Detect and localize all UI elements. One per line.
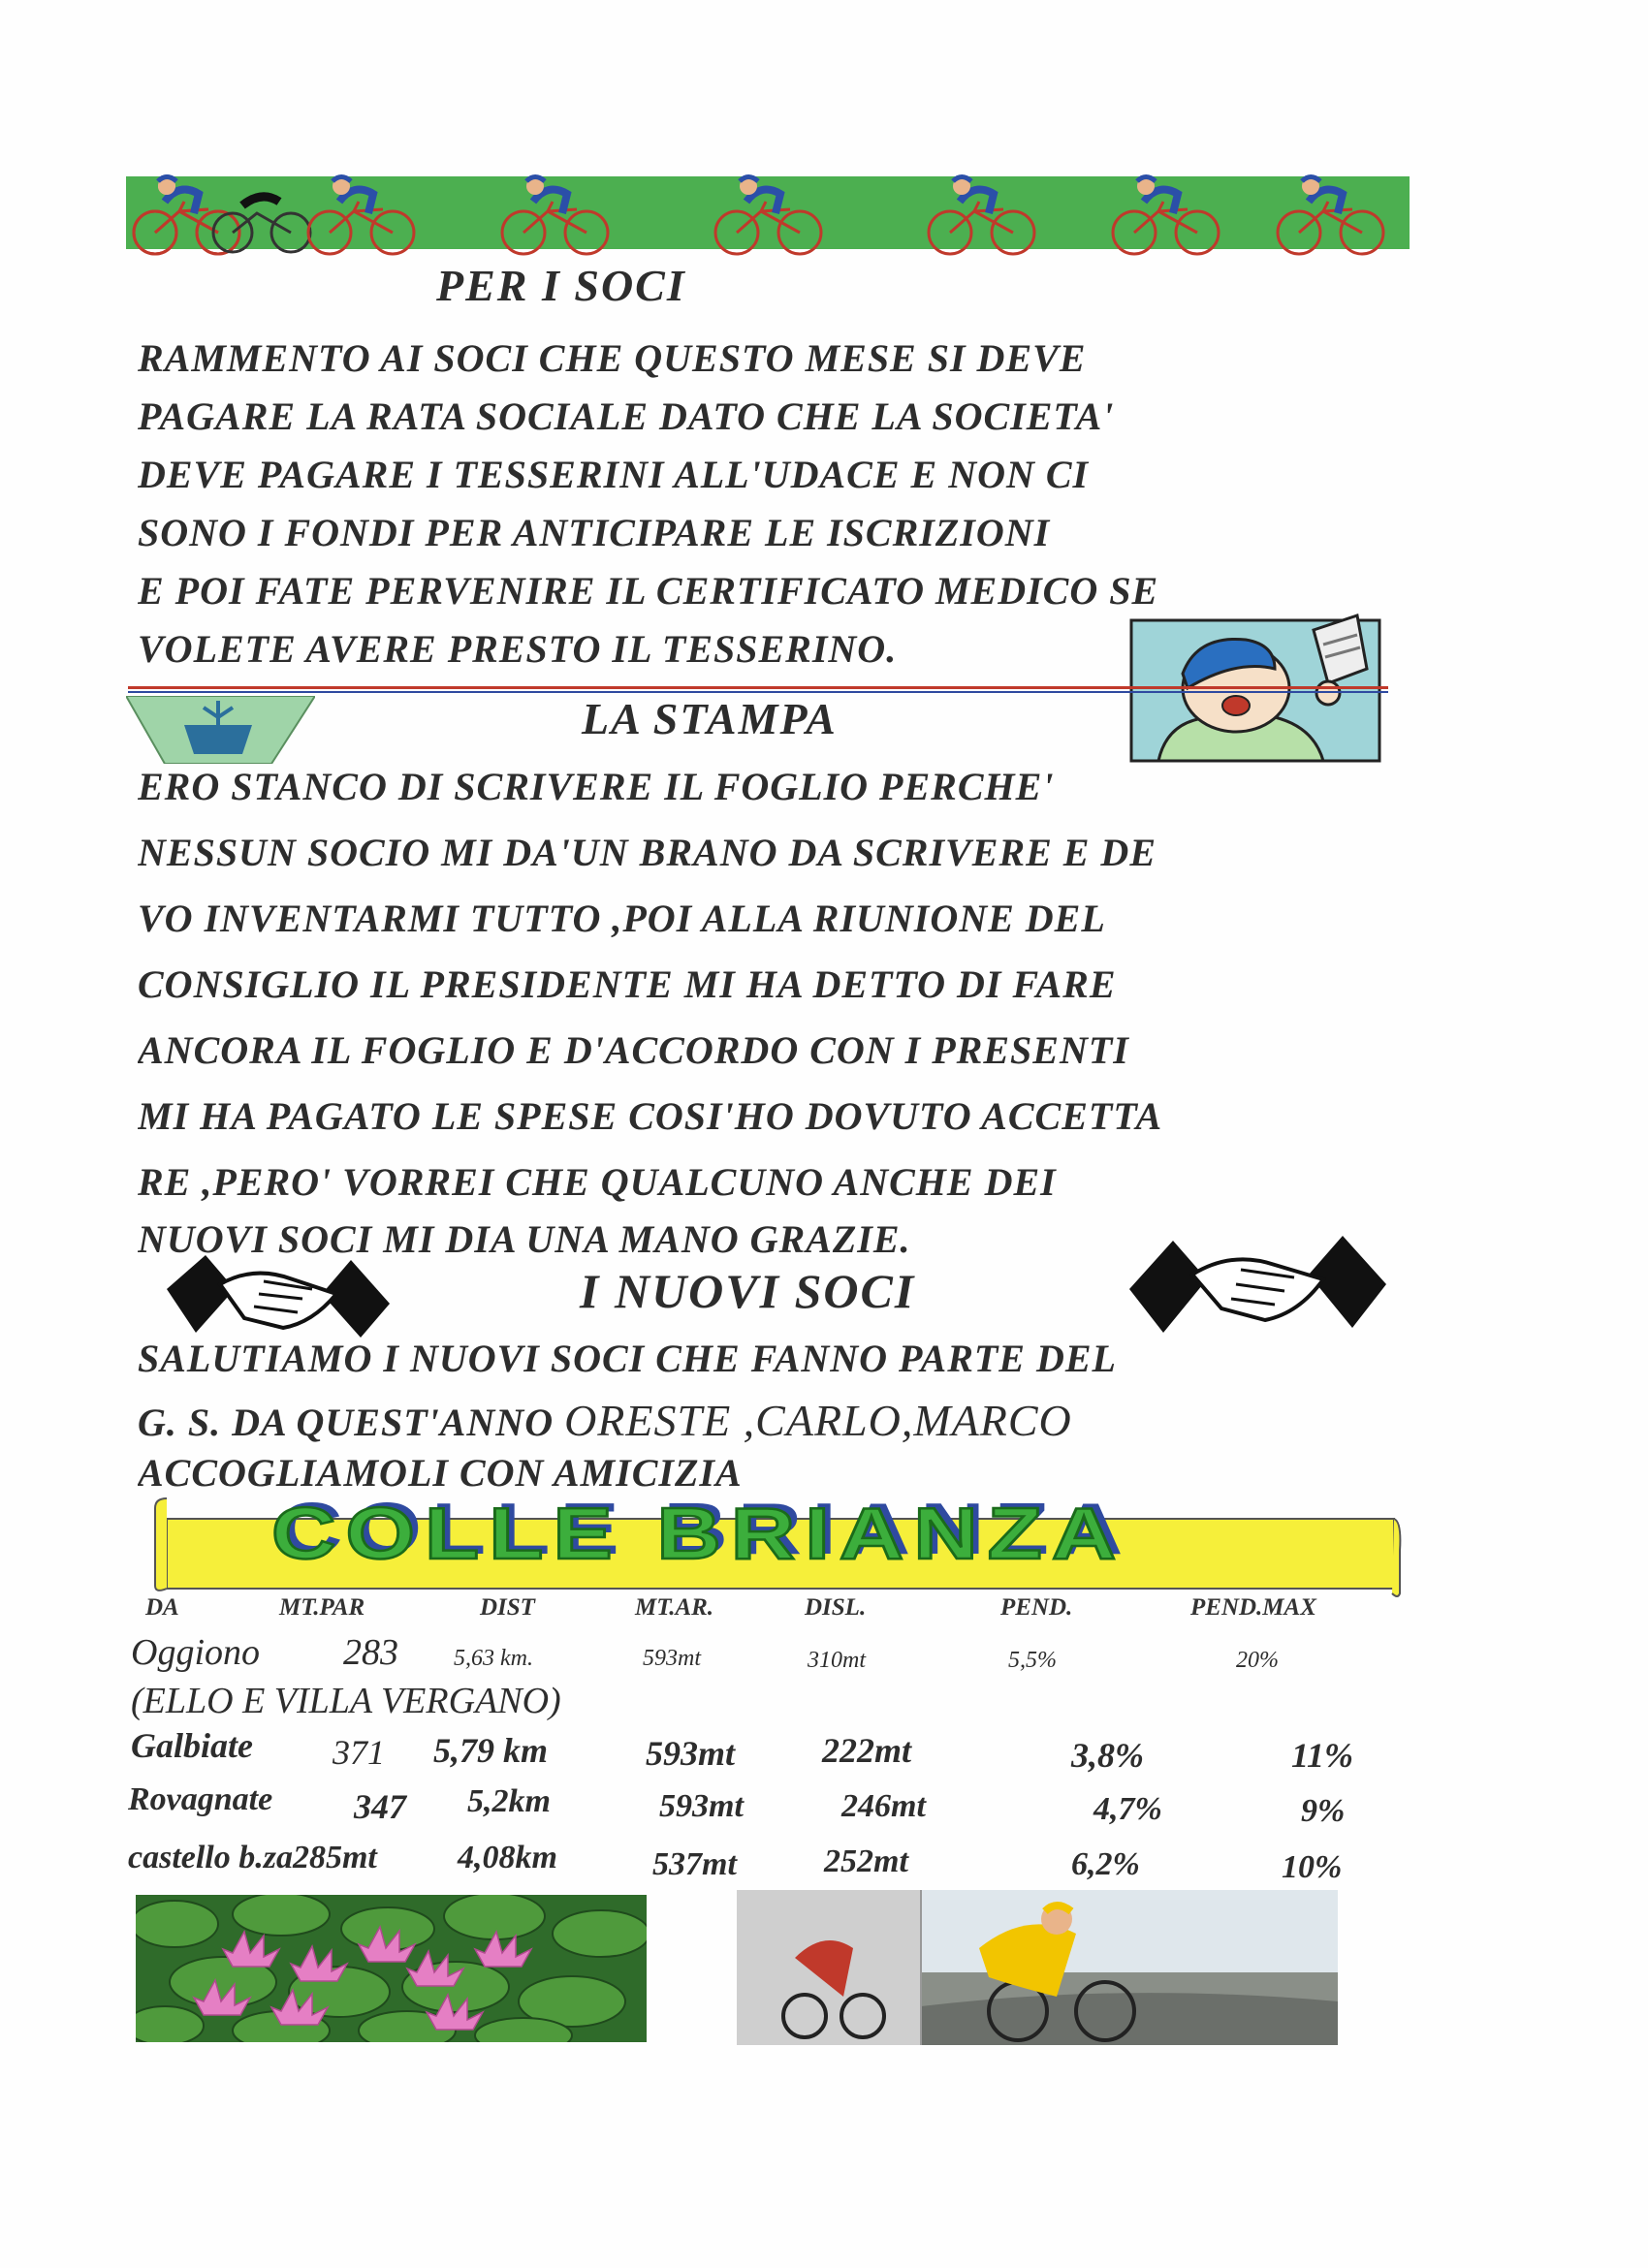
cyclists-race-photo <box>737 1890 1338 2045</box>
table-header-disl: DISL. <box>805 1594 867 1621</box>
table-header-mtpar: MT.PAR <box>279 1594 365 1621</box>
section-title-stampa: LA STAMPA <box>582 694 838 743</box>
cell-pend: 3,8% <box>1071 1736 1144 1775</box>
cell-pend: 4,7% <box>1093 1791 1162 1827</box>
text-line: E POI FATE PERVENIRE IL CERTIFICATO MEDICO SE <box>138 569 1159 613</box>
cell-dist: 5,79 km <box>433 1731 549 1770</box>
text-line: NUOVI SOCI MI DIA UNA MANO GRAZIE. <box>138 1217 911 1261</box>
text-line: ERO STANCO DI SCRIVERE IL FOGLIO PERCHE' <box>138 765 1055 808</box>
cell-mtar: 593mt <box>646 1734 736 1773</box>
cell-da: Galbiate <box>131 1726 253 1765</box>
text-line: RAMMENTO AI SOCI CHE QUESTO MESE SI DEVE <box>138 336 1087 380</box>
table-header-da: DA <box>145 1594 179 1621</box>
cell-disl: 222mt <box>822 1731 912 1770</box>
cell-pendmax: 11% <box>1291 1736 1354 1775</box>
text-line: RE ,PERO' VORREI CHE QUALCUNO ANCHE DEI <box>138 1160 1057 1204</box>
text-line: CONSIGLIO IL PRESIDENTE MI HA DETTO DI FARE <box>138 962 1117 1006</box>
cell-dist: 4,08km <box>458 1840 557 1875</box>
cell-pendmax: 9% <box>1301 1793 1346 1829</box>
section-body-nuovi-soci <box>138 1328 1427 1493</box>
section-title-nuovi-soci: I NUOVI SOCI <box>580 1264 916 1318</box>
text-line: SONO I FONDI PER ANTICIPARE LE ISCRIZIONI <box>138 511 1051 554</box>
cell-da: Rovagnate <box>128 1781 273 1817</box>
section-body-stampa <box>138 754 1427 1264</box>
cyclists-banner-icon <box>126 173 1410 262</box>
text-line: MI HA PAGATO LE SPESE COSI'HO DOVUTO ACCETTA <box>138 1094 1163 1138</box>
text-line <box>138 1390 1427 1454</box>
water-lily-photo <box>136 1895 647 2042</box>
text-line: VO INVENTARMI TUTTO ,POI ALLA RIUNIONE DEL <box>138 897 1106 940</box>
cell-dist: 5,2km <box>467 1783 551 1819</box>
banner-title: COLLE BRIANZA <box>271 1493 1126 1575</box>
cell-pendmax: 10% <box>1282 1849 1343 1885</box>
cell-mtar: 593mt <box>659 1788 744 1824</box>
cell-disl: 310mt <box>808 1648 866 1673</box>
handshake-icon <box>1129 1231 1386 1338</box>
table-header-dist: DIST <box>480 1594 535 1621</box>
cell-mtar: 593mt <box>643 1646 701 1671</box>
cell-mtpar: 347 <box>354 1787 406 1826</box>
cell-disl: 252mt <box>824 1843 908 1879</box>
cell-mtpar: 371 <box>333 1733 385 1772</box>
cell-disl: 246mt <box>841 1788 926 1824</box>
cell-mtar: 537mt <box>652 1846 737 1882</box>
new-members-names: ORESTE ,CARLO,MARCO <box>564 1396 1072 1445</box>
text-line: ANCORA IL FOGLIO E D'ACCORDO CON I PRESENTI <box>138 1028 1129 1072</box>
cell-da: castello b.za285mt <box>128 1840 377 1875</box>
cell-da: Oggiono <box>131 1632 260 1673</box>
cell-mtpar: 283 <box>343 1632 398 1673</box>
text-line: PAGARE LA RATA SOCIALE DATO CHE LA SOCIETA' <box>138 394 1115 438</box>
text-line: SALUTIAMO I NUOVI SOCI CHE FANNO PARTE DEL <box>138 1337 1117 1380</box>
text-line: DEVE PAGARE I TESSERINI ALL'UDACE E NON CI <box>138 453 1090 496</box>
section-divider <box>128 686 1388 689</box>
table-header-pendmax: PEND.MAX <box>1190 1594 1316 1621</box>
table-header-mtar: MT.AR. <box>635 1594 714 1621</box>
cell-pendmax: 20% <box>1236 1648 1279 1673</box>
text-segment: G. S. DA QUEST'ANNO <box>138 1401 565 1444</box>
table-header-pend: PEND. <box>1000 1594 1073 1621</box>
cell-note: (ELLO E VILLA VERGANO) <box>131 1681 561 1721</box>
cell-pend: 6,2% <box>1071 1846 1140 1882</box>
cell-dist: 5,63 km. <box>454 1646 533 1671</box>
section-title-soci: PER I SOCI <box>436 261 686 310</box>
text-line: ACCOGLIAMOLI CON AMICIZIA <box>138 1454 743 1493</box>
cell-pend: 5,5% <box>1008 1648 1057 1673</box>
text-line: NESSUN SOCIO MI DA'UN BRANO DA SCRIVERE E DE <box>138 831 1157 874</box>
text-line: VOLETE AVERE PRESTO IL TESSERINO. <box>138 627 898 671</box>
